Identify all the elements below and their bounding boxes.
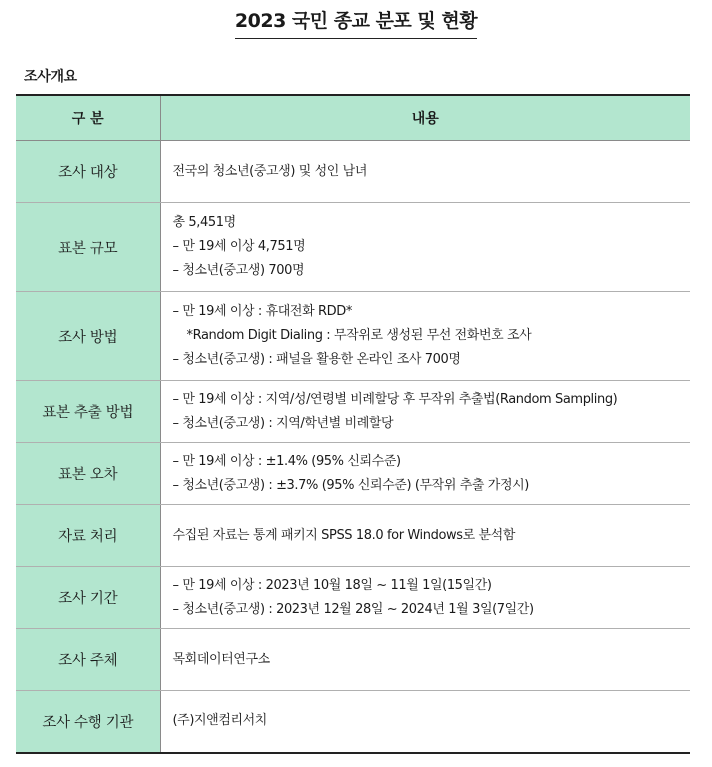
- page-title-wrap: [0, 6, 712, 39]
- content-line: – 청소년(중고생) : 패널을 활용한 온라인 조사 700명: [172, 352, 461, 367]
- row-content: [160, 629, 690, 691]
- content-line: 목회데이터연구소: [172, 651, 270, 667]
- row-label: 표본 추출 방법: [16, 381, 160, 443]
- content-line: (주)지앤컴리서치: [172, 713, 267, 729]
- content-line: – 만 19세 이상 : ±1.4% (95% 신뢰수준): [172, 453, 401, 469]
- table-header-row: [16, 95, 690, 141]
- header-category: 구 분: [16, 95, 160, 141]
- row-content: [160, 505, 690, 567]
- survey-overview-table: [16, 94, 690, 754]
- table-row: [16, 505, 690, 567]
- table-row: [16, 203, 690, 292]
- row-label: 조사 대상: [16, 141, 160, 203]
- section-label: 조사개요: [24, 69, 77, 85]
- row-label: 표본 규모: [16, 203, 160, 292]
- row-content: [160, 203, 690, 292]
- row-content: [160, 381, 690, 443]
- table-row: [16, 292, 690, 381]
- row-content: [160, 567, 690, 629]
- table-row: [16, 443, 690, 505]
- row-label: 조사 기간: [16, 567, 160, 629]
- content-line: – 만 19세 이상 : 2023년 10월 18일 ~ 11월 1일(15일간): [172, 577, 492, 593]
- page-title: 2023 국민 종교 분포 및 현황: [235, 6, 477, 39]
- table-row: [16, 141, 690, 203]
- row-label: 자료 처리: [16, 505, 160, 567]
- row-content: [160, 691, 690, 753]
- content-line: – 청소년(중고생) : 2023년 12월 28일 ~ 2024년 1월 3일(7일간): [172, 601, 534, 617]
- row-label: 조사 주체: [16, 629, 160, 691]
- table-row: [16, 567, 690, 629]
- content-line: – 만 19세 이상 4,751명: [172, 239, 306, 254]
- row-content: [160, 443, 690, 505]
- row-label: 표본 오차: [16, 443, 160, 505]
- row-label: 조사 방법: [16, 292, 160, 381]
- content-line: – 만 19세 이상 : 지역/성/연령별 비례할당 후 무작위 추출법(Random Sampling): [172, 391, 618, 407]
- content-line: – 청소년(중고생) 700명: [172, 263, 305, 278]
- row-content: [160, 292, 690, 381]
- content-line: 수집된 자료는 통계 패키지 SPSS 18.0 for Windows로 분석함: [172, 527, 515, 543]
- row-content: [160, 141, 690, 203]
- content-line: 전국의 청소년(중고생) 및 성인 남녀: [172, 163, 367, 179]
- content-line-footnote: *Random Digit Dialing : 무작위로 생성된 무선 전화번호 조사: [186, 328, 532, 343]
- content-line: – 청소년(중고생) : ±3.7% (95% 신뢰수준) (무작위 추출 가정시): [172, 477, 529, 493]
- table-row: [16, 629, 690, 691]
- table-row: [16, 381, 690, 443]
- content-line: 총 5,451명: [172, 215, 236, 230]
- content-line: – 청소년(중고생) : 지역/학년별 비례할당: [172, 415, 394, 431]
- header-content: 내용: [160, 95, 690, 141]
- content-line: – 만 19세 이상 : 휴대전화 RDD*: [172, 304, 352, 319]
- table-row: [16, 691, 690, 753]
- row-label: 조사 수행 기관: [16, 691, 160, 753]
